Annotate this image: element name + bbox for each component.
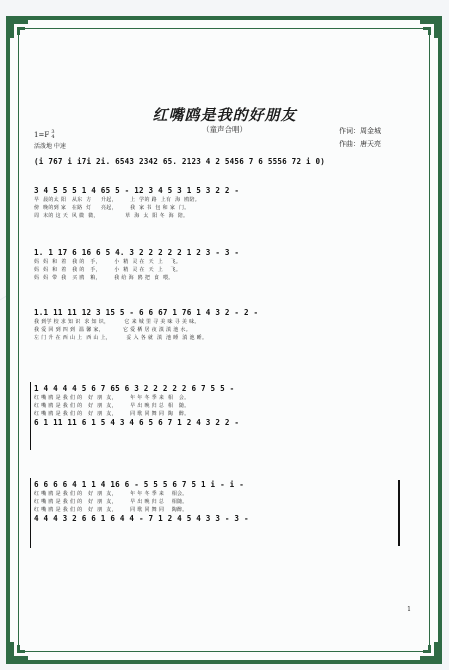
lyric-line: 妈 妈 和 着 我 的 手， 小 精 灵 在 天 上 飞。 xyxy=(34,267,182,273)
score-system xyxy=(34,186,402,220)
notation-line: (i 767 i i7i 2i. 6543 2342 65. 2123 4 2 5456 7 6 5556 72 i 0) xyxy=(34,157,326,166)
lyric-line: 周 末的 这 天 风 微 微， 草 海 太 阳 冬 海 陪。 xyxy=(34,213,189,219)
time-signature: 3 4 xyxy=(51,129,55,140)
score-system xyxy=(34,248,402,282)
lyric-line: 傍 晚的到 家 在路 灯 亮起， 我 家 书 包 和 家 门。 xyxy=(34,205,190,211)
corner-ornament-icon xyxy=(418,18,440,40)
key-label: 1=F xyxy=(34,131,50,139)
score-system xyxy=(34,308,402,342)
corner-ornament-icon xyxy=(8,18,30,40)
notation-line-upper: 6 6 6 6 4 1 1 4 16 6 - 5 5 5 6 7 5 1 i - i - xyxy=(34,480,244,489)
page-number: 1 xyxy=(407,606,411,613)
corner-ornament-icon xyxy=(8,640,30,662)
system-brace xyxy=(30,382,31,450)
composer: 作曲：唐天亮 xyxy=(339,140,381,148)
lyric-line: 早 晨的太 阳 从东 方 升起， 上 学的 路 上有 海 鸥陪。 xyxy=(34,197,201,203)
notation-line: 1. 1 17 6 16 6 5 4. 3 2 2 2 2 2 1 2 3 - 3 - xyxy=(34,248,240,257)
lyric-line: 左 门 升 在 西 山 上 西 山 上， 妥 入 各 就 滇 池 睡 滇 池 睡。 xyxy=(34,335,208,341)
lyric-line: 我 爱 回 到 四 到 温 馨 家， 它 爱 栖 居 夜 滇 滇 池 水。 xyxy=(34,327,192,333)
song-title: 红嘴鸥是我的好朋友 xyxy=(152,106,297,124)
notation-line-lower: 4 4 4 3 2 6 6 1 6 4 4 - 7 1 2 4 5 4 3 3 - 3 - xyxy=(34,514,249,523)
notation-line-upper: 1 4 4 4 4 5 6 7 65 6 3 2 2 2 2 2 6 7 5 5 - xyxy=(34,384,235,393)
song-subtitle: （童声合唱） xyxy=(202,125,247,134)
lyric-line: 红 嘴 鸥 是 我 们 的 好 朋 友， 同 歌 同 舞 同 陶醉。 xyxy=(34,507,188,513)
credits xyxy=(339,125,381,151)
lyric-line: 妈 妈 和 着 我 的 手， 小 精 灵 在 天 上 飞。 xyxy=(34,259,182,265)
final-barline xyxy=(398,480,400,546)
score-system-ending xyxy=(34,480,402,524)
key-signature xyxy=(34,130,55,140)
lyric-line: 我 到学 校 求 知 识 求 知 识， 它 来 城 里 寻 美 味 寻 美 味。 xyxy=(34,319,200,325)
lyric-line: 红 嘴 鸥 是 我 们 的 好 朋 友， 年 年 冬 季 来 相 会。 xyxy=(34,395,190,401)
notation-line-lower: 6 1 11 11 6 1 5 4 3 4 6 5 6 7 1 2 4 3 2 2 - xyxy=(34,418,240,427)
score-system-chorus xyxy=(34,384,402,428)
lyric-line: 妈 妈 带 我 买 鸥 粮， 我 给 海 鸥 把 食 喂。 xyxy=(34,275,174,281)
system-brace xyxy=(30,478,31,548)
score-system-intro xyxy=(34,157,402,167)
lyric-line: 红 嘴 鸥 是 我 们 的 好 朋 友， 早 出 晚 归 总 相 随。 xyxy=(34,403,190,409)
lyric-line: 红 嘴 鸥 是 我 们 的 好 朋 友， 早 出 晚 归 总 相随。 xyxy=(34,499,188,505)
lyric-line: 红 嘴 鸥 是 我 们 的 好 朋 友， 年 年 冬 季 来 相会。 xyxy=(34,491,188,497)
lyric-line: 红 嘴 鸥 是 我 们 的 好 朋 友， 同 歌 同 舞 同 陶 醉。 xyxy=(34,411,190,417)
corner-ornament-icon xyxy=(418,640,440,662)
lyricist: 作词：周金城 xyxy=(339,127,381,135)
notation-line: 1.1 11 11 12 3 15 5 - 6 6 67 1 76 1 4 3 2 - 2 - xyxy=(34,308,259,317)
notation-line: 3 4 5 5 5 1 4 65 5 - 12 3 4 5 3 1 5 3 2 2 - xyxy=(34,186,240,195)
tempo-marking: 活泼地 中速 xyxy=(34,143,66,150)
